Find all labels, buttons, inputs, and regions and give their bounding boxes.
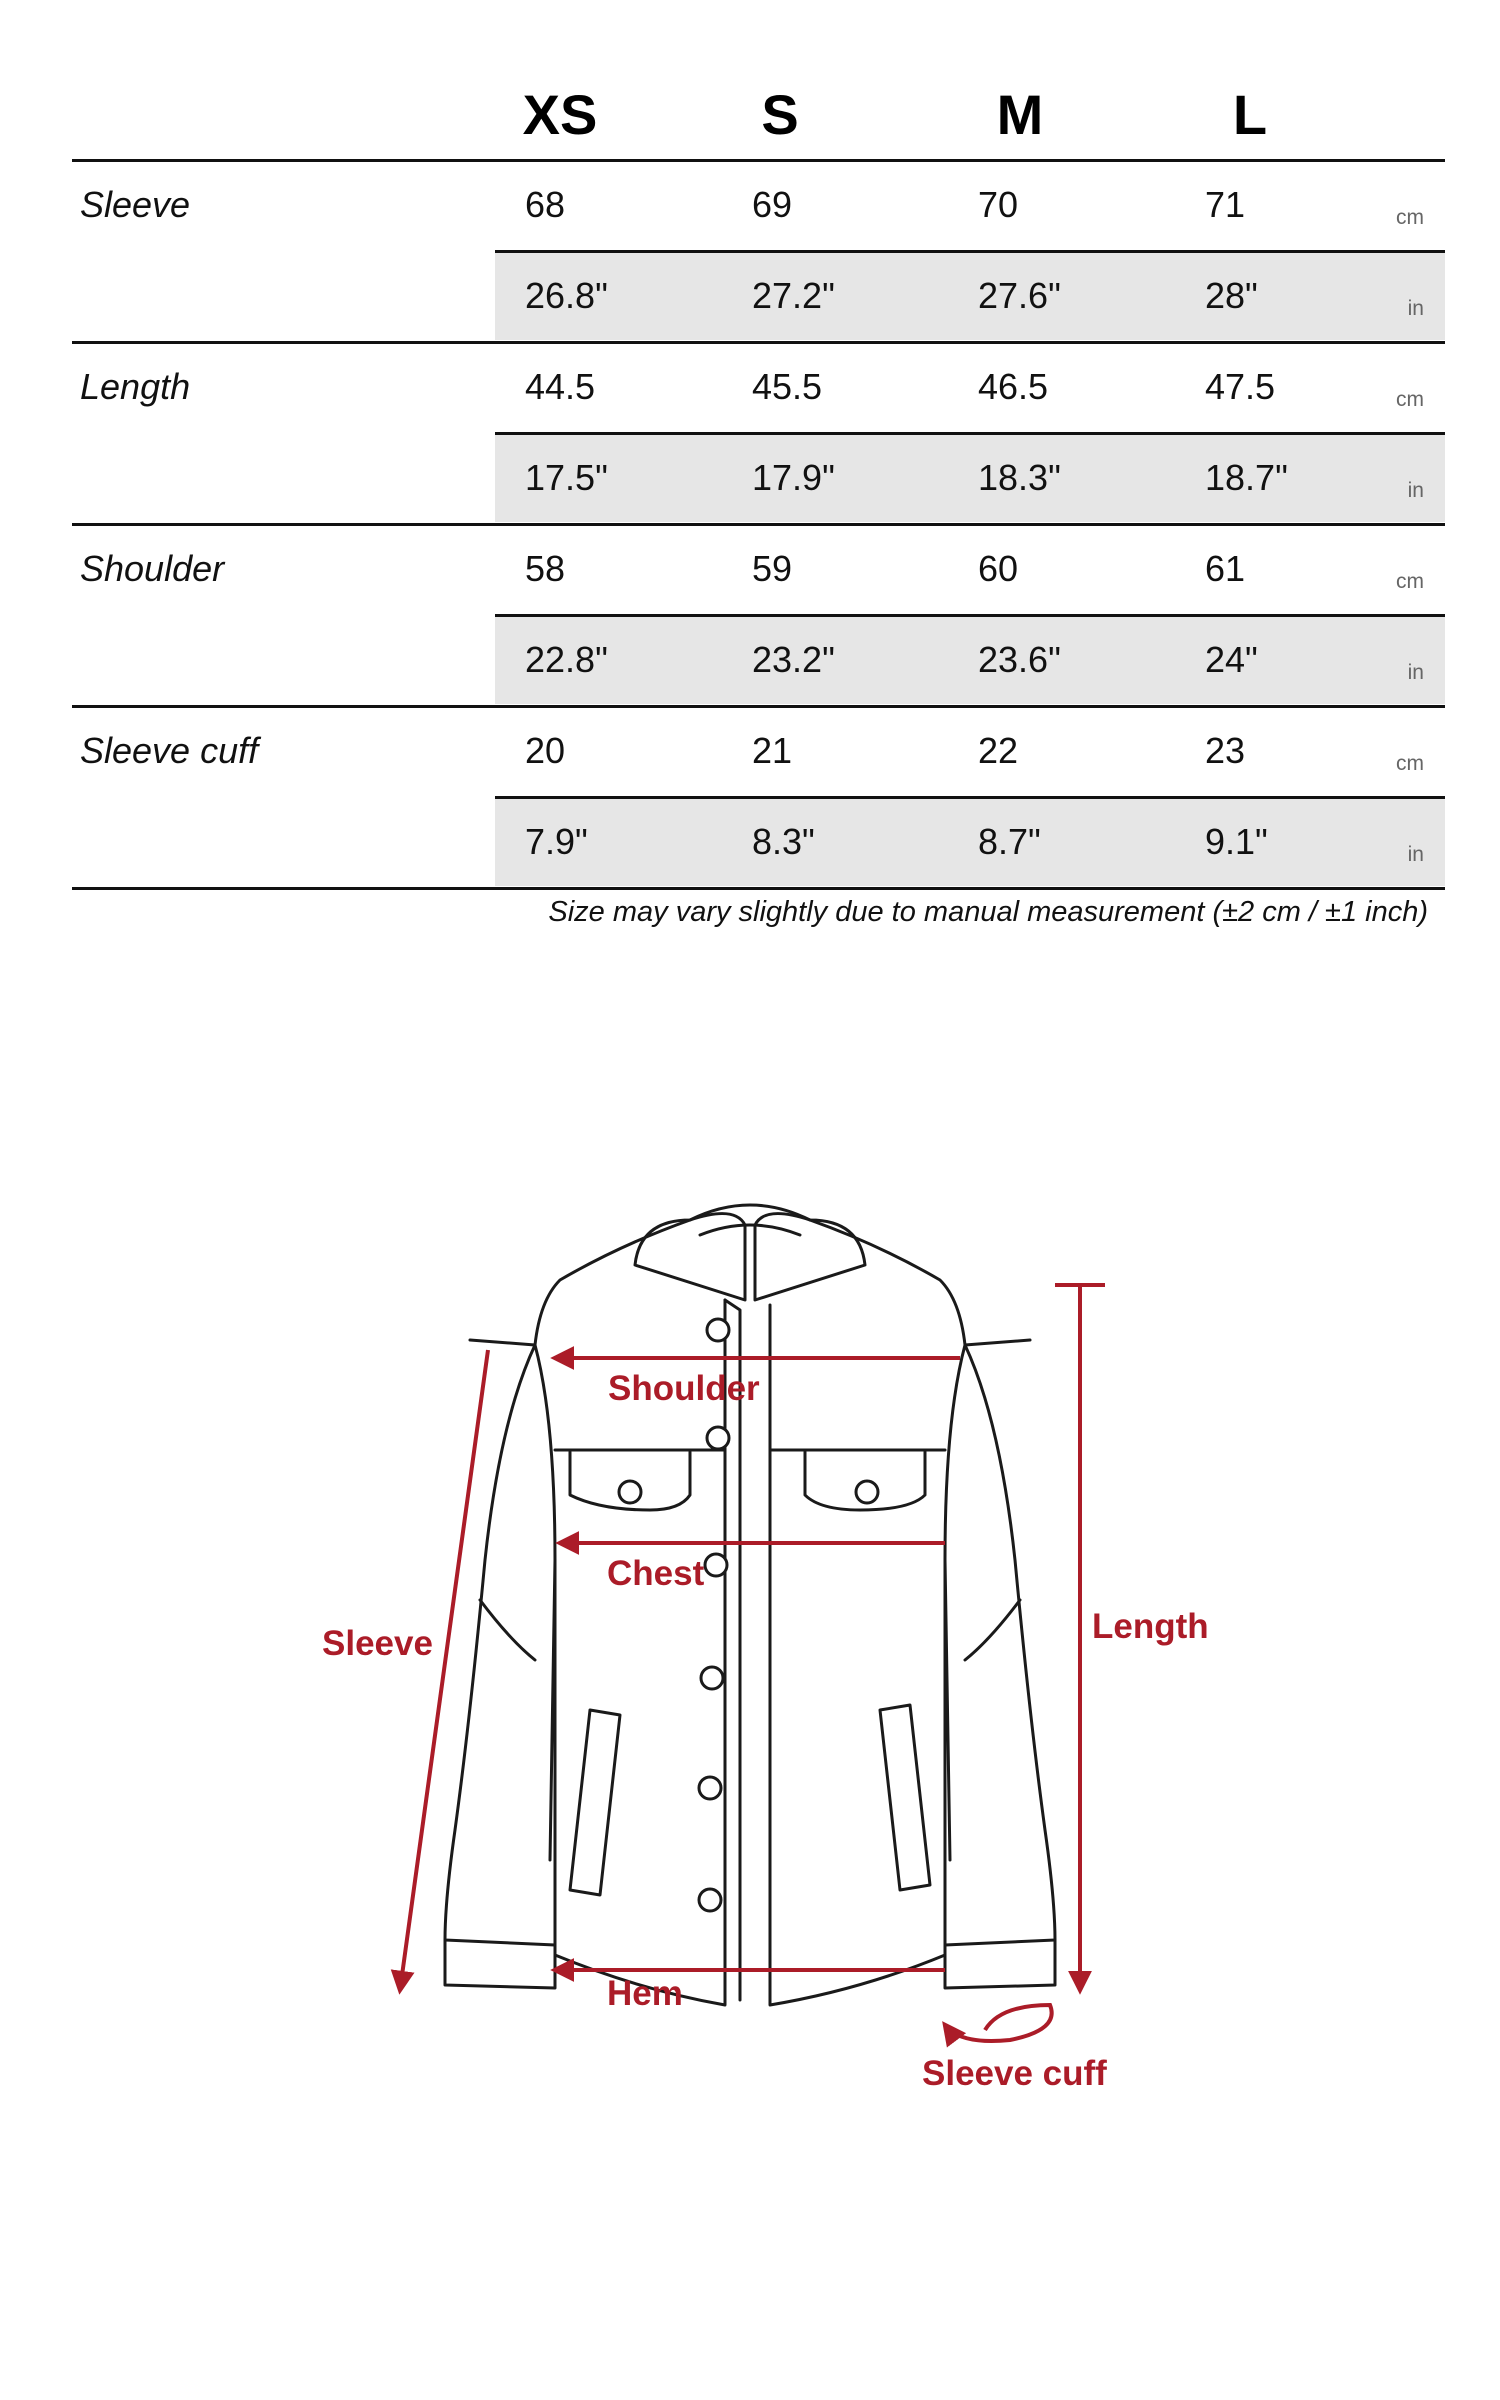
table-cell: 26.8" <box>525 275 608 316</box>
table-cell: 28" <box>1205 275 1258 316</box>
unit-label: cm <box>1396 388 1424 411</box>
unit-label: cm <box>1396 752 1424 775</box>
table-cell: 46.5 <box>978 366 1049 407</box>
table-cell: 7.9" <box>525 821 588 862</box>
size-m-header: M <box>996 83 1044 146</box>
row-label-shoulder: Shoulder <box>80 548 225 589</box>
measurement-note: Size may vary slightly due to manual measurement (±2 cm / ±1 inch) <box>548 896 1428 928</box>
table-cell: 44.5 <box>525 366 596 407</box>
table-cell: 8.7" <box>978 821 1041 862</box>
table-cell: 27.2" <box>752 275 835 316</box>
unit-label: in <box>1407 661 1424 684</box>
table-cell: 59 <box>752 548 793 589</box>
table-cell: 68 <box>525 184 566 225</box>
chest-label: Chest <box>607 1554 705 1593</box>
table-cell: 24" <box>1205 639 1258 680</box>
row-label-length: Length <box>80 366 191 407</box>
table-cell: 61 <box>1205 548 1246 589</box>
table-cell: 27.6" <box>978 275 1061 316</box>
table-cell: 58 <box>525 548 566 589</box>
table-cell: 22 <box>978 730 1019 771</box>
row-label-sleeve-cuff: Sleeve cuff <box>80 730 259 771</box>
jacket-outline <box>445 1205 1055 2005</box>
table-cell: 23 <box>1205 730 1246 771</box>
table-cell: 17.9" <box>752 457 835 498</box>
table-cell: 23.2" <box>752 639 835 680</box>
table-cell: 17.5" <box>525 457 608 498</box>
table-cell: 18.7" <box>1205 457 1288 498</box>
size-xs-header: XS <box>522 83 598 146</box>
table-cell: 9.1" <box>1205 821 1268 862</box>
table-cell: 47.5 <box>1205 366 1276 407</box>
size-s-header: S <box>761 83 799 146</box>
unit-label: cm <box>1396 570 1424 593</box>
unit-label: in <box>1407 479 1424 502</box>
table-cell: 45.5 <box>752 366 823 407</box>
table-cell: 20 <box>525 730 566 771</box>
table-cell: 60 <box>978 548 1019 589</box>
row-label-sleeve: Sleeve <box>80 184 191 225</box>
shoulder-label: Shoulder <box>608 1369 760 1408</box>
table-cell: 8.3" <box>752 821 815 862</box>
table-cell: 23.6" <box>978 639 1061 680</box>
unit-label: in <box>1407 843 1424 866</box>
length-label: Length <box>1092 1607 1209 1646</box>
sleeve-label: Sleeve <box>322 1624 433 1663</box>
unit-label: cm <box>1396 206 1424 229</box>
hem-label: Hem <box>607 1974 683 2013</box>
sleeve-cuff-label: Sleeve cuff <box>922 2054 1107 2093</box>
table-cell: 18.3" <box>978 457 1061 498</box>
table-cell: 21 <box>752 730 793 771</box>
table-cell: 69 <box>752 184 793 225</box>
table-cell: 22.8" <box>525 639 608 680</box>
table-cell: 71 <box>1205 184 1246 225</box>
table-cell: 70 <box>978 184 1019 225</box>
unit-label: in <box>1407 297 1424 320</box>
size-l-header: L <box>1232 83 1268 146</box>
